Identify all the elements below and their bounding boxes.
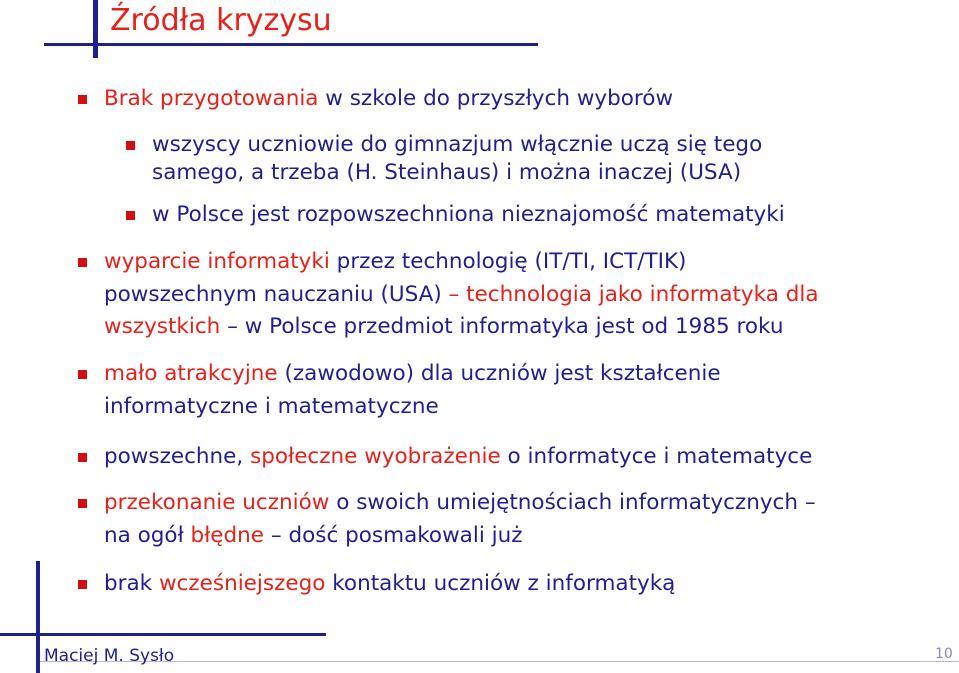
- title-horizontal-rule: [44, 43, 538, 46]
- highlight-text: przekonanie uczniów: [104, 490, 330, 515]
- body-text: o informatyce i matematyce: [500, 444, 813, 469]
- bullet-line: [104, 569, 675, 599]
- bullet-line: [104, 312, 783, 342]
- body-text: w Polsce jest rozpowszechniona nieznajomość matematyki: [152, 202, 785, 227]
- highlight-text: wszystkich: [104, 314, 221, 339]
- bullet-line: [104, 84, 673, 114]
- bullet-marker: [78, 370, 87, 379]
- body-text: wszyscy uczniowie do gimnazjum włącznie uczą się tego: [152, 132, 763, 157]
- body-text: (zawodowo) dla uczniów jest kształcenie: [277, 361, 721, 386]
- body-text: w szkole do przyszłych wyborów: [318, 86, 674, 111]
- body-text: powszechne,: [104, 444, 251, 469]
- footer-author: Maciej M. Sysło: [44, 646, 175, 666]
- bullet-line: [104, 247, 686, 277]
- bullet-line: [104, 392, 439, 422]
- sub-bullet-line: [152, 158, 741, 188]
- body-text: o swoich umiejętnościach informatycznych –: [329, 490, 816, 515]
- body-text: na ogół: [104, 523, 191, 548]
- footer-vertical-rule: [36, 561, 40, 673]
- bullet-marker: [78, 580, 87, 589]
- bullet-marker: [78, 258, 87, 267]
- title-vertical-rule: [93, 0, 98, 58]
- body-text: przez technologię (IT/TI, ICT/TIK): [329, 249, 687, 274]
- sub-bullet-line: [152, 200, 785, 230]
- bullet-marker: [78, 95, 87, 104]
- bullet-line: [104, 359, 721, 389]
- highlight-text: mało atrakcyjne: [104, 361, 278, 386]
- body-text: – dość posmakowali już: [264, 523, 523, 548]
- page-number: 10: [935, 646, 953, 662]
- body-text: powszechnym nauczaniu (USA): [104, 282, 449, 307]
- body-text: kontaktu uczniów z informatyką: [325, 571, 676, 596]
- highlight-text: społeczne wyobrażenie: [250, 444, 501, 469]
- body-text: brak: [104, 571, 159, 596]
- highlight-text: wyparcie informatyki: [104, 249, 330, 274]
- bullet-marker: [78, 453, 87, 462]
- highlight-text: wcześniejszego: [158, 571, 326, 596]
- highlight-text: Brak przygotowania: [104, 86, 319, 111]
- footer-horizontal-rule: [0, 633, 326, 636]
- body-text: samego, a trzeba (H. Steinhaus) i można inaczej (USA): [152, 160, 742, 185]
- bullet-line: [104, 521, 523, 551]
- footer-separator-line: [40, 661, 959, 662]
- bullet-line: [104, 442, 812, 472]
- bullet-marker: [126, 141, 135, 150]
- highlight-text: – technologia jako informatyka dla: [448, 282, 819, 307]
- bullet-line: [104, 488, 816, 518]
- body-text: – w Polsce przedmiot informatyka jest od 1985 roku: [220, 314, 784, 339]
- bullet-marker: [78, 499, 87, 508]
- highlight-text: błędne: [190, 523, 265, 548]
- bullet-marker: [126, 211, 135, 220]
- slide-title: Źródła kryzysu: [110, 3, 332, 38]
- sub-bullet-line: [152, 130, 762, 160]
- bullet-line: [104, 280, 819, 310]
- body-text: informatyczne i matematyczne: [104, 394, 439, 419]
